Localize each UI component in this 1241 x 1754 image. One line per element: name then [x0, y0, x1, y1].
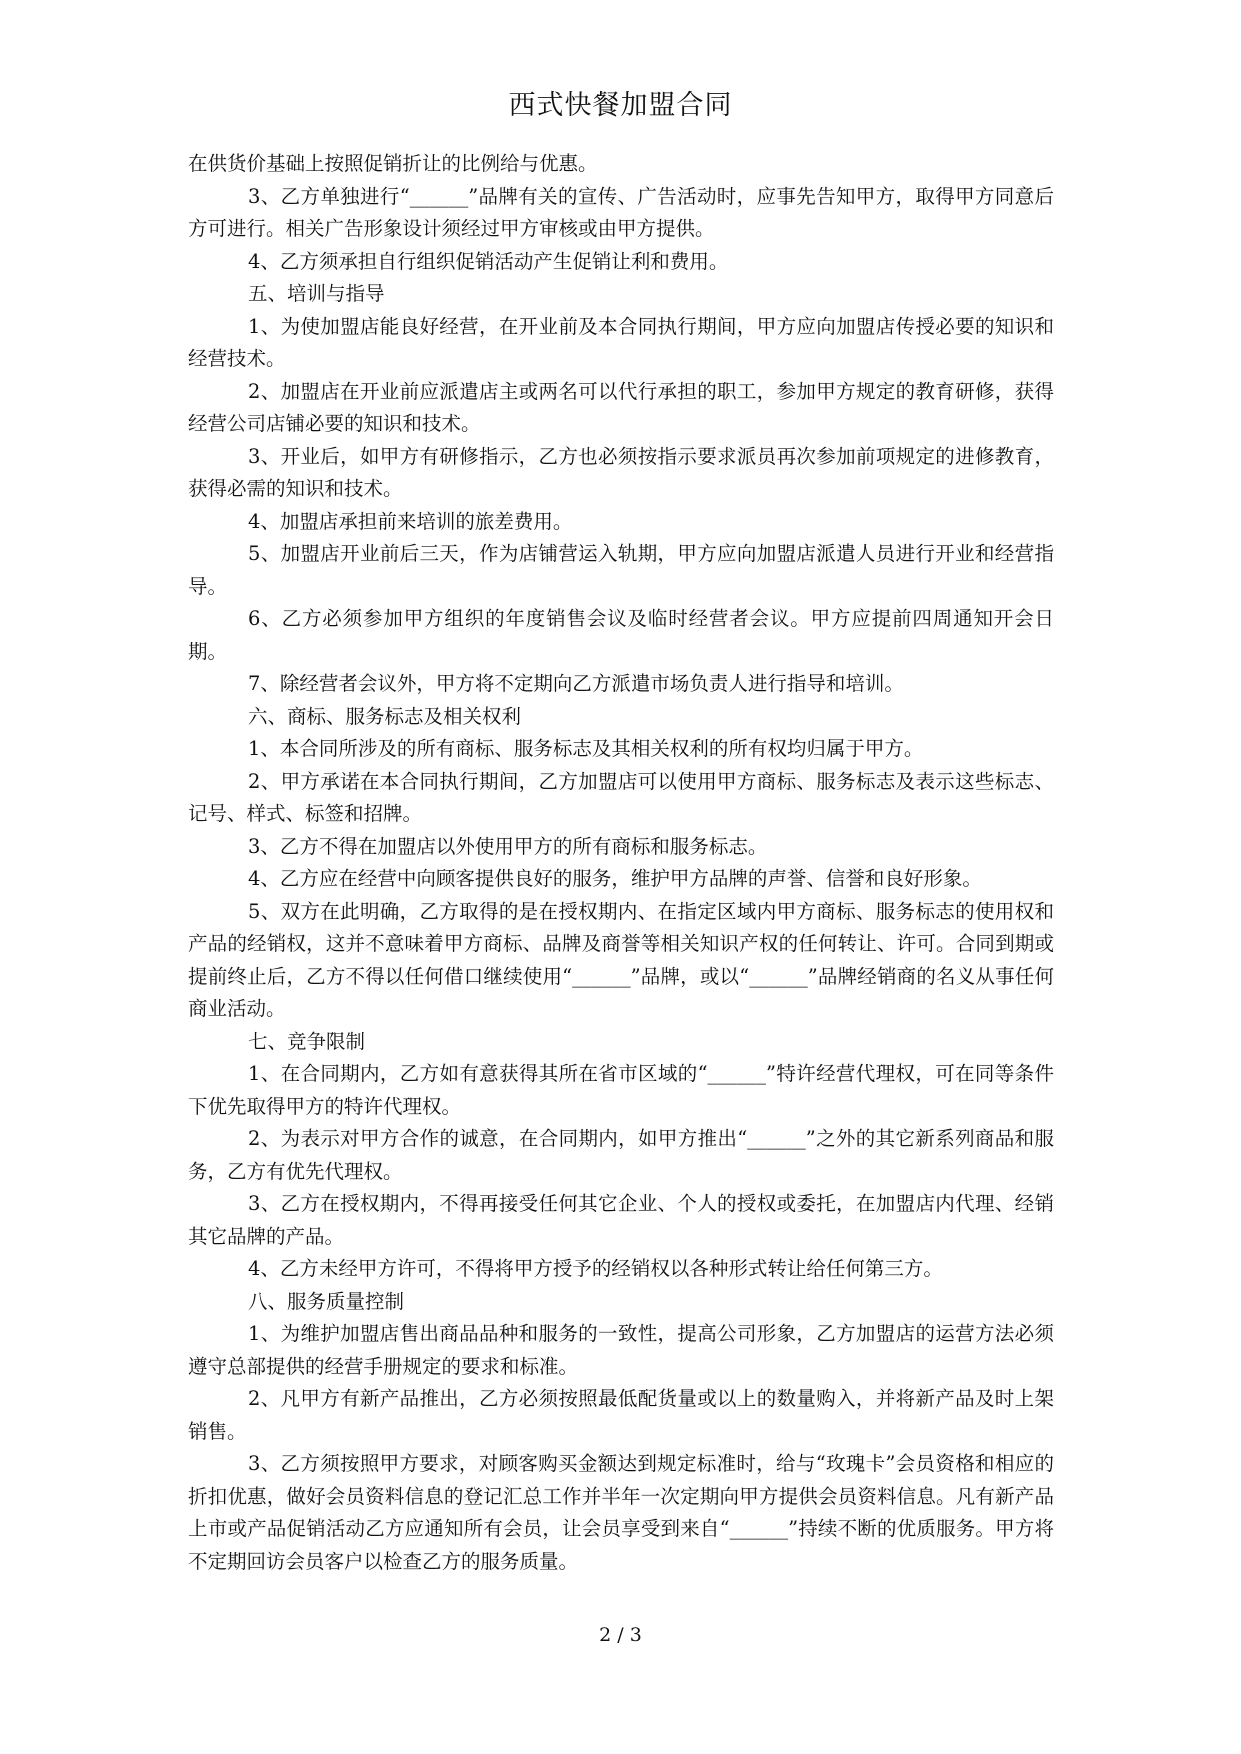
section-heading-competition: 七、竞争限制 — [248, 1029, 366, 1053]
paragraph-5-4: 4、加盟店承担前来培训的旅差费用。 — [248, 509, 573, 533]
paragraph-5-7: 7、除经营者会议外，甲方将不定期向乙方派遣市场负责人进行指导和培训。 — [248, 672, 904, 695]
section-heading-training: 五、培训与指导 — [248, 282, 385, 305]
paragraph-6-1: 1、本合同所涉及的所有商标、服务标志及其相关权利的所有权均归属于甲方。 — [248, 737, 924, 760]
paragraph-8-1: 1、为维护加盟店售出商品品种和服务的一致性，提高公司形象，乙方加盟店的运营方法必须遵守总部提供的经营手册规定的要求和标准。 — [188, 1322, 1054, 1378]
paragraph-8-3: 3、乙方须按照甲方要求，对顾客购买金额达到规定标准时，给与“玫瑰卡”会员资格和相应的折扣优惠，做好会员资料信息的登记汇总工作并半年一次定期向甲方提供会员资料信息。凡有新产品上市或产品促销活动乙方应通知所有会员，让会员享受到来自“______”持续不断的优质服务。甲方将不定期回访会员客户以检查乙方的服务质量。 — [188, 1452, 1054, 1573]
paragraph-continuation: 在供货价基础上按照促销折让的比例给与优惠。 — [188, 152, 598, 175]
document-title: 西式快餐加盟合同 — [508, 90, 733, 121]
paragraph-7-4: 4、乙方未经甲方许可，不得将甲方授予的经销权以各种形式转让给任何第三方。 — [248, 1257, 943, 1280]
paragraph-6-4: 4、乙方应在经营中向顾客提供良好的服务，维护甲方品牌的声誉、信誉和良好形象。 — [248, 867, 982, 890]
paragraph-5-5: 5、加盟店开业前后三天，作为店铺营运入轨期，甲方应向加盟店派遣人员进行开业和经营指导。 — [188, 542, 1054, 598]
paragraph-8-2: 2、凡甲方有新产品推出，乙方必须按照最低配货量或以上的数量购入，并将新产品及时上架销售。 — [188, 1387, 1054, 1443]
paragraph-4-3: 3、乙方单独进行“______”品牌有关的宣传、广告活动时，应事先告知甲方，取得甲方同意后方可进行。相关广告形象设计须经过甲方审核或由甲方提供。 — [188, 184, 1054, 240]
paragraph-6-2: 2、甲方承诺在本合同执行期间，乙方加盟店可以使用甲方商标、服务标志及表示这些标志、记号、样式、标签和招牌。 — [188, 769, 1054, 825]
contract-body — [188, 148, 1054, 1578]
paragraph-6-3: 3、乙方不得在加盟店以外使用甲方的所有商标和服务标志。 — [248, 834, 768, 858]
paragraph-5-1: 1、为使加盟店能良好经营，在开业前及本合同执行期间，甲方应向加盟店传授必要的知识和经营技术。 — [188, 314, 1054, 370]
section-heading-trademark: 六、商标、服务标志及相关权利 — [248, 704, 522, 728]
page-number: 2 / 3 — [599, 1624, 642, 1646]
paragraph-7-2: 2、为表示对甲方合作的诚意，在合同期内，如甲方推出“______”之外的其它新系列商品和服务，乙方有优先代理权。 — [188, 1127, 1054, 1183]
paragraph-7-1: 1、在合同期内，乙方如有意获得其所在省市区域的“______”特许经营代理权，可在同等条件下优先取得甲方的特许代理权。 — [188, 1062, 1054, 1118]
paragraph-5-3: 3、开业后，如甲方有研修指示，乙方也必须按指示要求派员再次参加前项规定的进修教育，获得必需的知识和技术。 — [188, 444, 1054, 500]
section-heading-quality: 八、服务质量控制 — [248, 1289, 405, 1313]
paragraph-4-4: 4、乙方须承担自行组织促销活动产生促销让利和费用。 — [248, 249, 729, 273]
paragraph-5-6: 6、乙方必须参加甲方组织的年度销售会议及临时经营者会议。甲方应提前四周通知开会日期。 — [188, 607, 1054, 663]
paragraph-6-5: 5、双方在此明确，乙方取得的是在授权期内、在指定区域内甲方商标、服务标志的使用权和产品的经销权，这并不意味着甲方商标、品牌及商誉等相关知识产权的任何转让、许可。合同到期或提前终止后，乙方不得以任何借口继续使用“______”品牌，或以“______”品牌经销商的名义从事任何商业活动。 — [188, 899, 1054, 1020]
paragraph-5-2: 2、加盟店在开业前应派遣店主或两名可以代行承担的职工，参加甲方规定的教育研修，获得经营公司店铺必要的知识和技术。 — [188, 379, 1054, 435]
paragraph-7-3: 3、乙方在授权期内，不得再接受任何其它企业、个人的授权或委托，在加盟店内代理、经销其它品牌的产品。 — [188, 1192, 1054, 1248]
